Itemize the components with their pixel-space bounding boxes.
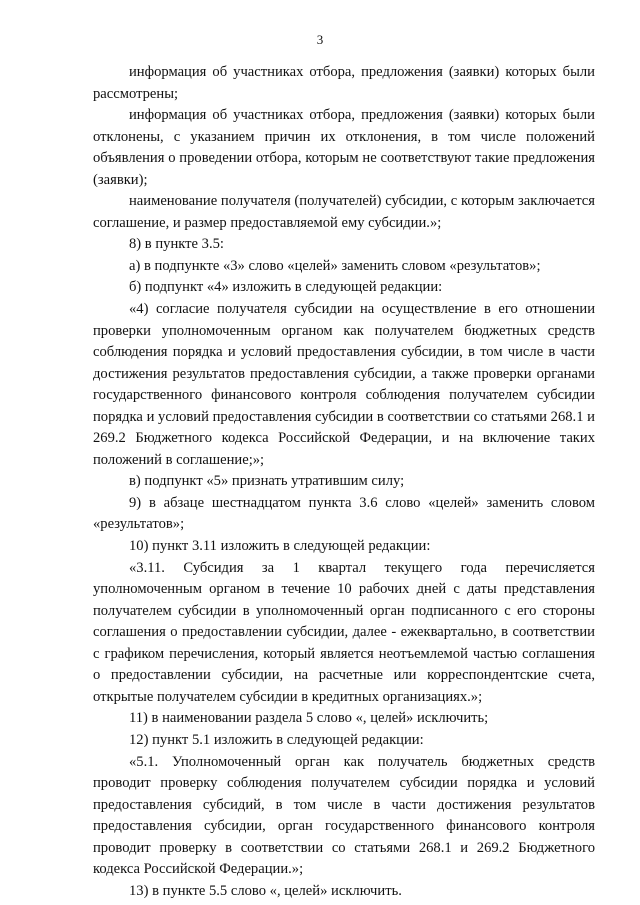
paragraph-item-13: 13) в пункте 5.5 слово «, целей» исключить. (129, 882, 402, 899)
paragraph-item-8: 8) в пункте 3.5: (129, 236, 224, 253)
paragraph-clause-3-11-text: «3.11. Субсидия за 1 квартал текущего года перечисляется уполномоченным органом в течение 10 рабочих дней с даты представления получателем субсидии в уполномоченный орган подписанного с его стороны соглашения о предоставлении субсидии, далее - ежеквартально, в соответствии с графиком перечисления, который является неотъемлемой частью соглашения о предоставлении субсидии, на расчетные или корреспондентские счета, открытые получателем субсидии в кредитных организациях.»; (93, 559, 595, 705)
paragraph-item-9: 9) в абзаце шестнадцатом пункта 3.6 слово «целей» заменить словом «результатов»; (93, 494, 595, 533)
paragraph-info-rejected: информация об участниках отбора, предложения (заявки) которых были отклонены, с указанием причин их отклонения, в том числе положений объявления о проведении отбора, которым не соответствуют такие предложения (заявки); (93, 107, 595, 188)
paragraph-clause-5-1-text: «5.1. Уполномоченный орган как получатель бюджетных средств проводит проверку соблюдения получателем субсидии порядка и условий предоставления субсидий, в том числе в части достижения результатов предоставления субсидии, орган государственного финансового контроля проводит проверку в соответствии со статьями 268.1 и 269.2 Бюджетного кодекса Российской Федерации.»; (93, 753, 595, 878)
paragraph-item-10: 10) пункт 3.11 изложить в следующей редакции: (129, 538, 431, 555)
paragraph-item-11: 11) в наименовании раздела 5 слово «, целей» исключить; (129, 710, 489, 727)
paragraph-item-8c: в) подпункт «5» признать утратившим силу; (129, 473, 405, 490)
paragraph-subitem-4-text: «4) согласие получателя субсидии на осуществление в его отношении проверки уполномоченным органом как получателем бюджетных средств соблюдения порядка и условий предоставления субсидии, в том числе в части достижения результатов предоставления субсидии, а также проверки органами государственного финансового контроля соблюдения получателем субсидии порядка и условий предоставления субсидии в соответствии со статьями 268.1 и 269.2 Бюджетного кодекса Российской Федерации, и на включение таких положений в соглашение;»; (93, 301, 595, 468)
paragraph-item-8a: а) в подпункте «3» слово «целей» заменить словом «результатов»; (129, 257, 541, 274)
page-number: 3 (316, 32, 324, 47)
paragraph-item-8b: б) подпункт «4» изложить в следующей редакции: (129, 279, 443, 296)
paragraph-item-12: 12) пункт 5.1 изложить в следующей редакции: (129, 731, 424, 748)
paragraph-recipient-name: наименование получателя (получателей) субсидии, с которым заключается соглашение, и размер предоставляемой ему субсидии.»; (93, 193, 595, 231)
document-body (93, 62, 595, 902)
paragraph-info-reviewed: информация об участниках отбора, предложения (заявки) которых были рассмотрены; (93, 64, 595, 102)
